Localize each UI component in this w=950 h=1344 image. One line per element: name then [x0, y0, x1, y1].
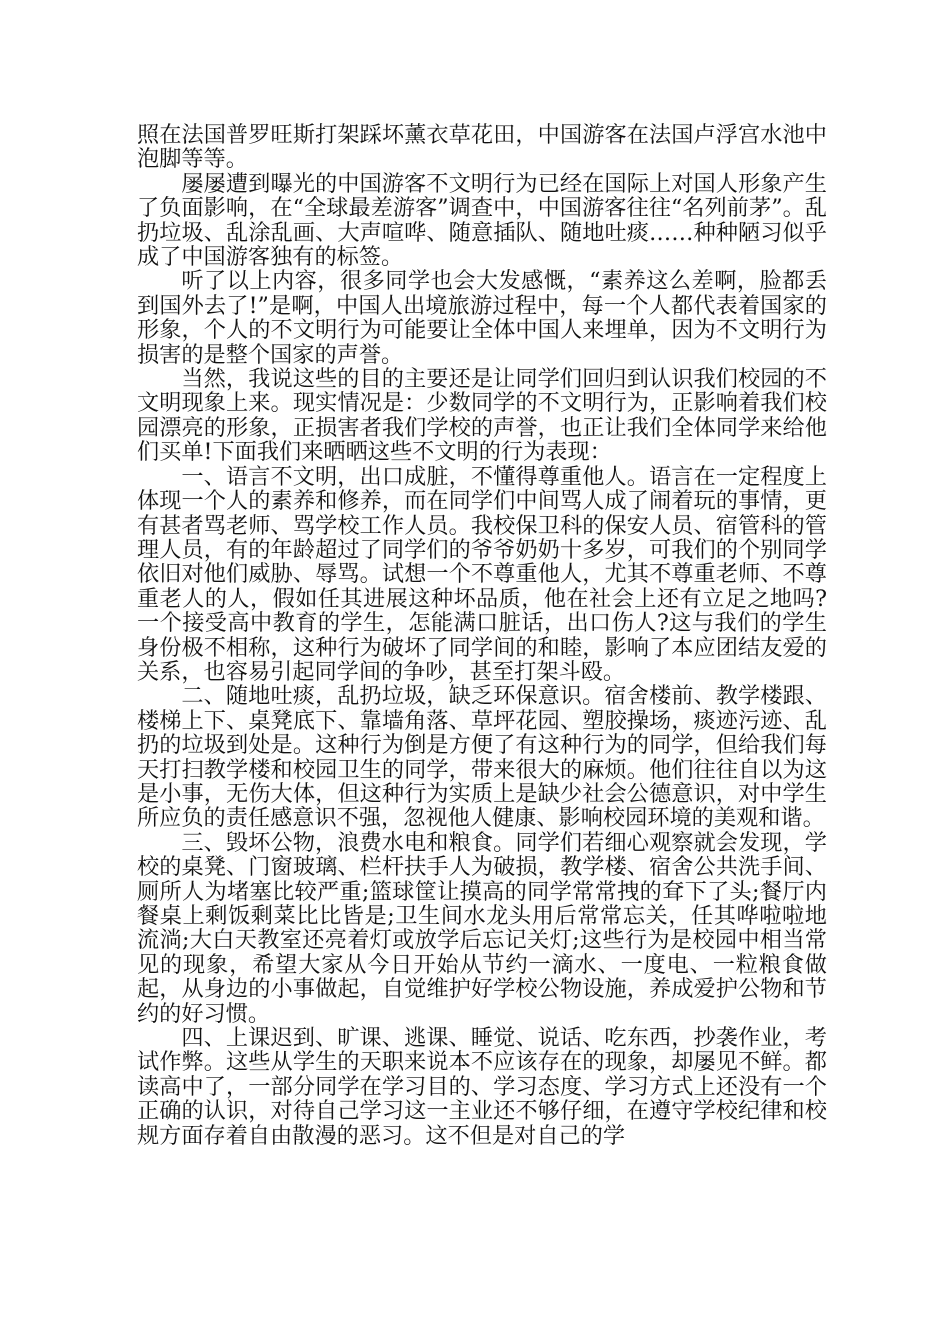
paragraph-7: 三、毁坏公物，浪费水电和粮食。同学们若细心观察就会发现，学校的桌凳、门窗玻璃、栏杆扶手人为破损，教学楼、宿舍公共洗手间、厕所人为堵塞比较严重;篮球筐让摸高的同学常常拽的耷下了头;餐厅内餐桌上剩饭剩菜比比皆是;卫生间水龙头用后常常忘关，任其哗啦啦地流淌;大白天教室还亮着灯或放学后忘记关灯;这些行为是校园中相当常见的现象，希望大家从今日开始从节约一滴水、一度电、一粒粮食做起，从身边的小事做起，自觉维护好学校公物设施，养成爱护公物和节约的好习惯。	[137, 829, 827, 1027]
paragraph-5: 一、语言不文明，出口成脏，不懂得尊重他人。语言在一定程度上体现一个人的素养和修养，而在同学们中间骂人成了闹着玩的事情，更有甚者骂老师、骂学校工作人员。我校保卫科的保安人员、宿管科的管理人员，有的年龄超过了同学们的爷爷奶奶十多岁，可我们的个别同学依旧对他们威胁、辱骂。试想一个不尊重他人，尤其不尊重老师、不尊重老人的人，假如任其进展这种坏品质，他在社会上还有立足之地吗?一个接受高中教育的学生，怎能满口脏话，出口伤人?这与我们的学生身份极不相称，这种行为破坏了同学间的和睦，影响了本应团结友爱的关系，也容易引起同学间的争吵，甚至打架斗殴。	[137, 463, 827, 685]
paragraph-8: 四、上课迟到、旷课、逃课、睡觉、说话、吃东西，抄袭作业，考试作弊。这些从学生的天职来说本不应该存在的现象，却屡见不鲜。都读高中了，一部分同学在学习目的、学习态度、学习方式上还没有一个正确的认识，对待自己学习这一主业还不够仔细，在遵守学校纪律和校规方面存着自由散漫的恶习。这不但是对自己的学	[137, 1025, 827, 1149]
paragraph-3: 听了以上内容，很多同学也会大发感慨，“素养这么差啊，脸都丢到国外去了!”是啊，中国人出境旅游过程中，每一个人都代表着国家的形象，个人的不文明行为可能要让全体中国人来埋单，因为不文明行为损害的是整个国家的声誉。	[137, 268, 827, 368]
document-page	[137, 123, 827, 1148]
paragraph-1: 照在法国普罗旺斯打架踩坏薰衣草花田，中国游客在法国卢浮宫水池中泡脚等等。	[137, 122, 827, 173]
paragraph-4: 当然，我说这些的目的主要还是让同学们回归到认识我们校园的不文明现象上来。现实情况是：少数同学的不文明行为，正影响着我们校园漂亮的形象，正损害者我们学校的声誉，也正让我们全体同学来给他们买单!下面我们来晒晒这些不文明的行为表现：	[137, 366, 827, 466]
paragraph-2: 屡屡遭到曝光的中国游客不文明行为已经在国际上对国人形象产生了负面影响，在“全球最差游客”调查中，中国游客往往“名列前茅”。乱扔垃圾、乱涂乱画、大声喧哗、随意插队、随地吐痰……种种陋习似乎成了中国游客独有的标签。	[137, 170, 827, 271]
paragraph-6: 二、随地吐痰，乱扔垃圾，缺乏环保意识。宿舍楼前、教学楼跟、楼梯上下、桌凳底下、靠墙角落、草坪花园、塑胶操场，痰迹污迹、乱扔的垃圾到处是。这种行为倒是方便了有这种行为的同学，但给我们每天打扫教学楼和校园卫生的同学，带来很大的麻烦。他们往往自以为这是小事，无伤大体，但这种行为实质上是缺少社会公德意识，对中学生所应负的责任感意识不强，忽视他人健康、影响校园环境的美观和谐。	[137, 683, 827, 832]
